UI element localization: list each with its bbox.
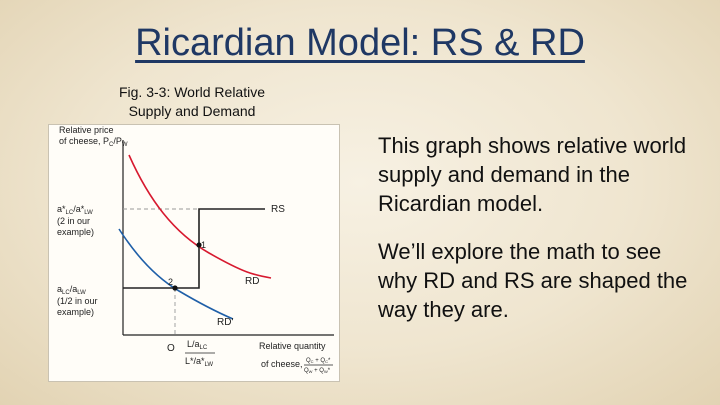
y-axis-label-line-1: Relative price — [59, 125, 114, 135]
relative-supply-demand-figure — [48, 124, 340, 382]
figure-caption — [92, 83, 292, 121]
point-1-label: 1 — [201, 240, 207, 250]
body-paragraph-2: We’ll explore the math to see why RD and RS are shaped the way they are. — [378, 239, 688, 322]
body-paragraph-1: This graph shows relative world supply and demand in the Ricardian model. — [378, 133, 687, 216]
x-axis-fraction-numerator: QC + QC* — [306, 358, 331, 364]
rs-label: RS — [271, 204, 285, 215]
y-axis-label-line-2: of cheese, $P_C/P_W$ — [59, 136, 128, 148]
point-2-label: 2 — [168, 277, 174, 287]
rs-curve — [123, 209, 265, 288]
x-tick-numerator: $L/a_{LC}$ — [187, 339, 208, 351]
caption-line-1: Fig. 3-3: World Relative — [118, 84, 265, 100]
upper-tick-label-line-1: $a*_{LC}/a*_{LW}$ — [57, 204, 93, 216]
x-tick-denominator: $L*/a*_{LW}$ — [185, 356, 214, 368]
rd-curve — [129, 155, 271, 278]
x-axis-label-line-2: of cheese, — [261, 359, 303, 369]
origin-label: O — [167, 343, 175, 354]
slide-body — [378, 131, 703, 343]
relative-supply-demand-svg — [49, 125, 339, 381]
caption-line-2: Supply and Demand — [128, 103, 256, 119]
rd-prime-curve — [119, 229, 233, 319]
rd-prime-label: RD' — [217, 317, 234, 328]
upper-tick-label-line-2: (2 in our — [57, 216, 91, 226]
lower-tick-label-line-2: (1/2 in our — [57, 296, 98, 306]
upper-tick-label-line-3: example) — [57, 227, 95, 237]
x-axis-fraction-denominator: QW + QW* — [304, 368, 331, 374]
rd-label: RD — [245, 276, 260, 287]
equilibrium-point-2 — [172, 285, 177, 290]
lower-tick-label-line-3: example) — [57, 307, 95, 317]
slide-title: Ricardian Model: RS & RD — [135, 22, 585, 64]
x-axis-label-line-1: Relative quantity — [259, 341, 326, 351]
lower-tick-label-line-1: $a_{LC}/a_{LW}$ — [57, 284, 86, 296]
